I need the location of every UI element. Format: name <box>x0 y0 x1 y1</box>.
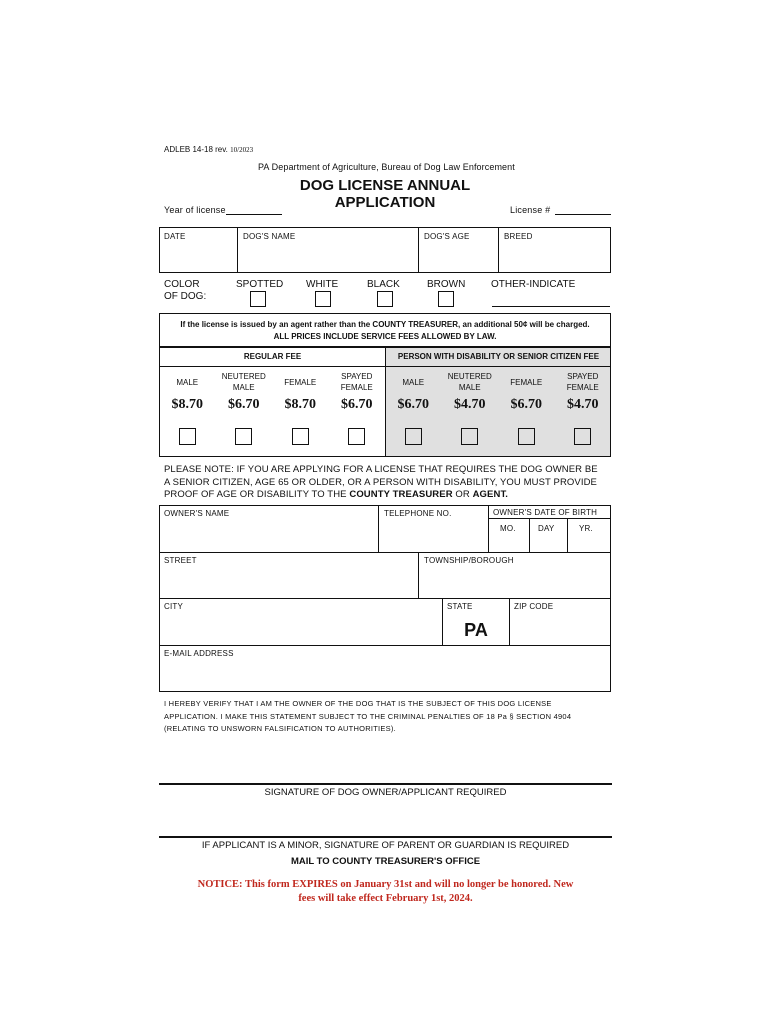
senior-female-checkbox[interactable] <box>518 428 535 445</box>
regular-female-label-line1: FEMALE <box>284 378 317 387</box>
zip-code-label: ZIP CODE <box>514 602 554 611</box>
regular-female-label <box>272 377 329 388</box>
color-brown-checkbox[interactable] <box>438 291 454 307</box>
verification-line2: APPLICATION. I MAKE THIS STATEMENT SUBJECT TO THE CRIMINAL PENALTIES OF 18 Pa § SECTION 4904 <box>164 711 572 721</box>
verification-statement <box>164 698 571 736</box>
regular-spayed-female-label-line2: FEMALE <box>340 383 373 392</box>
state-label: STATE <box>447 602 473 611</box>
license-number-label: License # <box>510 205 551 215</box>
senior-spayed-female-label-line1: SPAYED <box>567 372 599 381</box>
regular-neutered-male-label <box>216 371 273 393</box>
regular-neutered-male-label-line1: NEUTERED <box>221 372 266 381</box>
form-code-text: ADLEB 14-18 rev. <box>164 145 228 154</box>
dogs-name-label: DOG'S NAME <box>243 232 296 241</box>
license-number-field[interactable] <box>555 214 611 215</box>
year-of-license-field[interactable] <box>226 214 282 215</box>
color-black-checkbox[interactable] <box>377 291 393 307</box>
regular-fee-header: REGULAR FEE <box>243 352 302 361</box>
senior-female-price: $6.70 <box>510 397 542 412</box>
dogs-name-input[interactable] <box>239 245 417 271</box>
breed-label: BREED <box>504 232 533 241</box>
city-label: CITY <box>164 602 184 611</box>
email-label: E-MAIL ADDRESS <box>164 649 234 658</box>
township-label: TOWNSHIP/BOROUGH <box>424 556 514 565</box>
dob-day-input[interactable] <box>530 536 566 551</box>
senior-spayed-female-label <box>555 371 612 393</box>
township-input[interactable] <box>420 568 610 597</box>
breed-input[interactable] <box>500 245 610 271</box>
dob-yr-input[interactable] <box>568 536 610 551</box>
please-note-line1: PLEASE NOTE: IF YOU ARE APPLYING FOR A LICENSE THAT REQUIRES THE DOG OWNER BE <box>164 464 598 475</box>
expiration-notice-line1: NOTICE: This form EXPIRES on January 31st and will no longer be honored. New <box>197 879 574 890</box>
year-of-license-label: Year of license <box>164 205 226 215</box>
regular-spayed-female-checkbox[interactable] <box>348 428 365 445</box>
owner-signature-line <box>159 783 612 785</box>
senior-neutered-male-label-line1: NEUTERED <box>447 372 492 381</box>
regular-spayed-female-label-line1: SPAYED <box>341 372 373 381</box>
color-option-black-label: BLACK <box>367 279 400 290</box>
fee-notice-line2: ALL PRICES INCLUDE SERVICE FEES ALLOWED BY LAW. <box>273 332 497 341</box>
dogs-age-label: DOG'S AGE <box>424 232 470 241</box>
color-option-white-label: WHITE <box>306 279 339 290</box>
department-name: PA Department of Agriculture, Bureau of Dog Law Enforcement <box>258 162 515 172</box>
regular-spayed-female-label <box>329 371 386 393</box>
guardian-signature-line <box>159 836 612 838</box>
telephone-label: TELEPHONE NO. <box>384 509 452 518</box>
owner-signature-label: SIGNATURE OF DOG OWNER/APPLICANT REQUIRED <box>264 787 507 798</box>
color-other-field[interactable] <box>492 306 610 307</box>
senior-neutered-male-label <box>442 371 499 393</box>
please-note-county-treasurer: COUNTY TREASURER <box>349 489 453 500</box>
dob-yr-label: YR. <box>579 524 593 533</box>
senior-male-label-line1: MALE <box>402 378 425 387</box>
color-option-spotted-label: SPOTTED <box>236 279 284 290</box>
regular-female-price: $8.70 <box>284 397 316 412</box>
senior-male-price: $6.70 <box>397 397 429 412</box>
regular-female-checkbox[interactable] <box>292 428 309 445</box>
fee-notice-box <box>159 313 611 347</box>
date-input[interactable] <box>160 245 236 271</box>
senior-male-checkbox[interactable] <box>405 428 422 445</box>
regular-neutered-male-price: $6.70 <box>228 397 260 412</box>
senior-fee-header: PERSON WITH DISABILITY OR SENIOR CITIZEN FEE <box>397 352 600 361</box>
color-label <box>164 279 206 303</box>
guardian-signature-label: IF APPLICANT IS A MINOR, SIGNATURE OF PARENT OR GUARDIAN IS REQUIRED <box>201 840 570 851</box>
street-label: STREET <box>164 556 197 565</box>
senior-neutered-male-price: $4.70 <box>454 397 486 412</box>
please-note-or: OR <box>452 489 473 500</box>
street-input[interactable] <box>160 568 417 597</box>
color-white-checkbox[interactable] <box>315 291 331 307</box>
form-title-line2: APPLICATION <box>334 194 436 211</box>
form-date: 10/2023 <box>230 146 254 154</box>
dob-day-label: DAY <box>538 524 555 533</box>
color-label-line2: OF DOG: <box>164 291 207 302</box>
mail-to-label: MAIL TO COUNTY TREASURER'S OFFICE <box>290 856 481 867</box>
senior-female-label-line1: FEMALE <box>510 378 543 387</box>
color-label-line1: COLOR <box>164 279 200 290</box>
regular-spayed-female-price: $6.70 <box>341 397 373 412</box>
date-label: DATE <box>164 232 186 241</box>
color-option-brown-label: BROWN <box>427 279 466 290</box>
form-title-line1: DOG LICENSE ANNUAL <box>299 177 471 194</box>
senior-spayed-female-price: $4.70 <box>567 397 599 412</box>
owners-name-input[interactable] <box>160 520 377 551</box>
expiration-notice-line2: fees will take effect February 1st, 2024. <box>298 893 473 904</box>
email-input[interactable] <box>160 661 610 691</box>
fee-notice-line1: If the license is issued by an agent rather than the COUNTY TREASURER, an additional 50¢ will be charged. <box>180 320 590 329</box>
regular-male-price: $8.70 <box>171 397 203 412</box>
dob-mo-label: MO. <box>500 524 516 533</box>
senior-neutered-male-label-line2: MALE <box>458 383 481 392</box>
color-option-other-label: OTHER-INDICATE <box>491 279 576 290</box>
please-note <box>164 464 598 502</box>
zip-code-input[interactable] <box>510 614 610 644</box>
telephone-input[interactable] <box>379 520 487 551</box>
regular-neutered-male-label-line2: MALE <box>232 383 255 392</box>
form-code <box>164 145 253 154</box>
regular-neutered-male-checkbox[interactable] <box>235 428 252 445</box>
senior-spayed-female-label-line2: FEMALE <box>566 383 599 392</box>
color-spotted-checkbox[interactable] <box>250 291 266 307</box>
regular-male-label <box>159 377 216 388</box>
dob-mo-input[interactable] <box>489 536 528 551</box>
guardian-signature-field[interactable] <box>160 808 612 836</box>
owner-signature-field[interactable] <box>160 755 612 783</box>
senior-spayed-female-checkbox[interactable] <box>574 428 591 445</box>
please-note-line2: A SENIOR CITIZEN, AGE 65 OR OLDER, OR A PERSON WITH DISABILITY, YOU MUST PROVIDE <box>164 476 597 488</box>
owners-name-label: OWNER'S NAME <box>164 509 230 518</box>
dogs-age-input[interactable] <box>420 245 497 271</box>
senior-female-label <box>498 377 555 388</box>
regular-male-label-line1: MALE <box>176 378 199 387</box>
please-note-line3-start: PROOF OF AGE OR DISABILITY TO THE <box>164 489 350 500</box>
regular-male-checkbox[interactable] <box>179 428 196 445</box>
state-value: PA <box>464 620 488 640</box>
city-input[interactable] <box>160 614 441 644</box>
please-note-agent: AGENT. <box>472 489 509 500</box>
owners-dob-label: OWNER'S DATE OF BIRTH <box>493 508 598 517</box>
verification-line3: (RELATING TO UNSWORN FALSIFICATION TO AUTHORITIES). <box>164 724 396 733</box>
verification-line1: I HEREBY VERIFY THAT I AM THE OWNER OF THE DOG THAT IS THE SUBJECT OF THIS DOG LICENSE <box>164 699 552 708</box>
senior-male-label <box>385 377 442 388</box>
please-note-line3 <box>164 489 598 502</box>
senior-neutered-male-checkbox[interactable] <box>461 428 478 445</box>
